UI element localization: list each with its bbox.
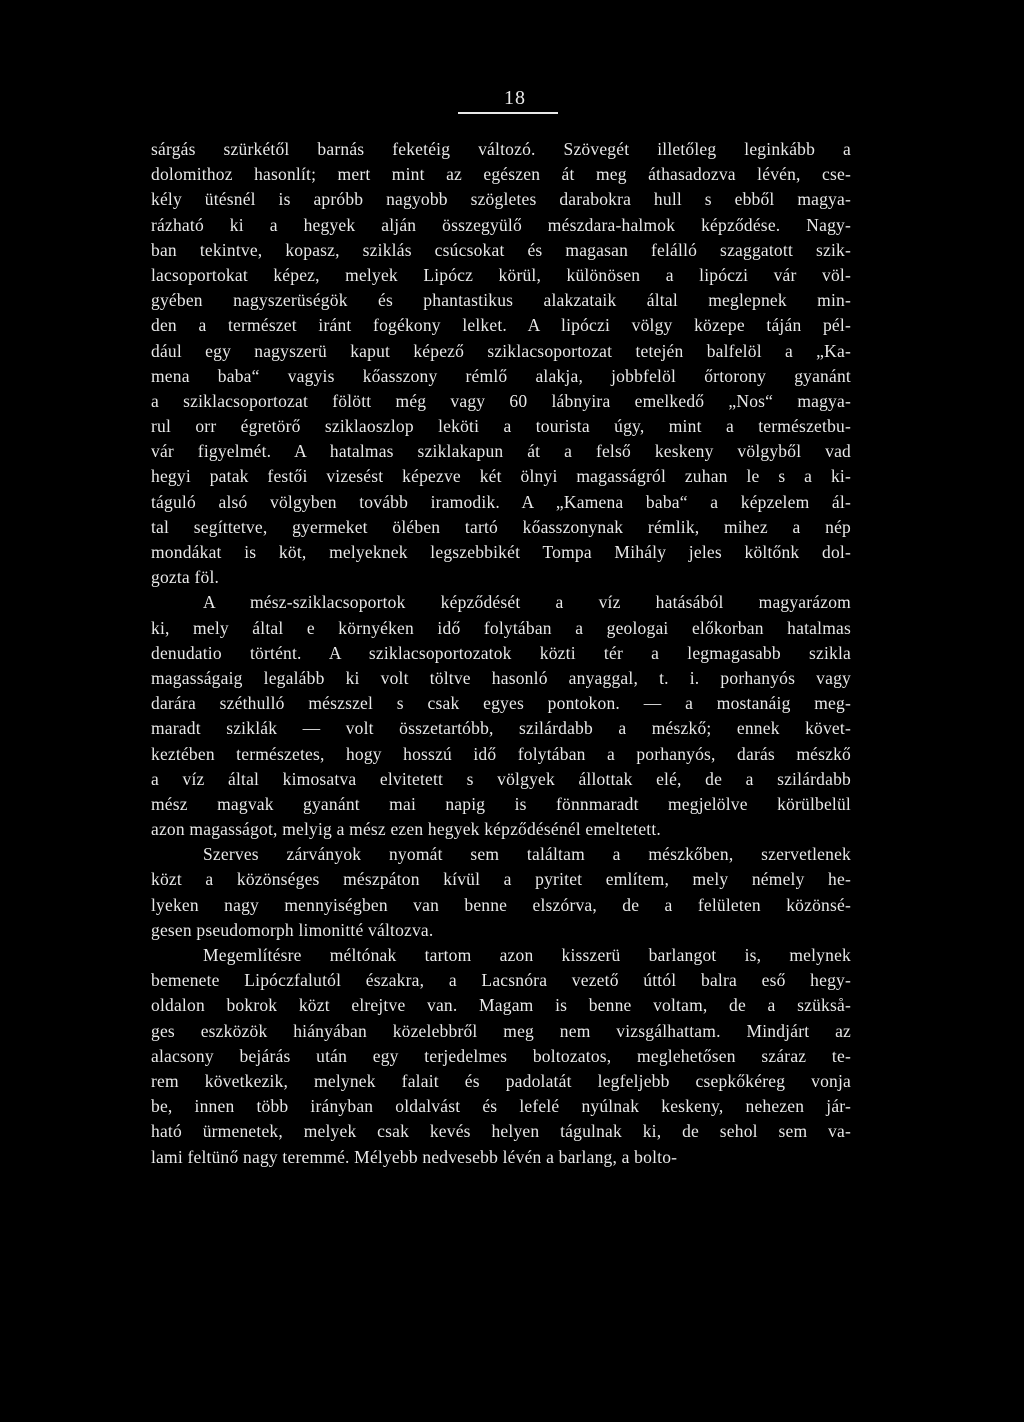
text-line: magasságaig legalább ki volt töltve hasonló anyaggal, t. i. porhanyós vagy: [151, 667, 851, 688]
text-line: rázható ki a hegyek alján összegyülő mészdara-halmok képződése. Nagy-: [151, 214, 851, 235]
text-line: rem következik, melynek falait és padolatát legfeljebb csepkőkéreg vonja: [151, 1070, 851, 1091]
text-line: rul orr égretörő sziklaoszlop leköti a tourista úgy, mint a természetbu-: [151, 416, 851, 437]
text-line: lyeken nagy mennyiségben van benne elszórva, de a felületen közönsé-: [151, 894, 851, 915]
text-line: gyében nagyszerüségök és phantastikus alakzataik által meglepnek min-: [151, 290, 851, 311]
text-line: gesen pseudomorph limonitté változva.: [151, 919, 434, 940]
text-line: a víz által kimosatva elvitetett s völgyek állottak elé, de a szilárdabb: [151, 768, 851, 789]
text-line: alacsony bejárás után egy terjedelmes boltozatos, meglehetősen száraz te-: [151, 1045, 851, 1066]
paragraph: [151, 842, 851, 943]
page-number-rule: [458, 112, 558, 114]
text-line: mena baba“ vagyis kőasszony rémlő alakja, jobbfelöl őrtorony gyanánt: [151, 365, 851, 386]
text-line: ható ürmenetek, melyek csak kevés helyen tágulnak ki, de sehol sem va-: [151, 1121, 851, 1142]
page-number: 18: [504, 87, 526, 109]
text-line: Szerves zárványok nyomát sem találtam a mészkőben, szervetlenek: [203, 844, 851, 865]
text-line: hegyi patak festői vizesést képezve két ölnyi magasságról zuhan le s a ki-: [151, 466, 851, 487]
text-line: ki, mely által e környéken idő folytában a geologai előkorban hatalmas: [151, 617, 851, 638]
text-line: Megemlítésre méltónak tartom azon kisszerü barlangot is, melynek: [203, 945, 851, 965]
text-line: maradt sziklák — volt összetartóbb, szilárdabb a mészkő; ennek követ-: [151, 718, 851, 739]
text-line: kély ütésnél is apróbb nagyobb szögletes darabokra hull s ebből magya-: [151, 189, 851, 210]
text-line: mondákat is köt, melyeknek legszebbikét Tompa Mihály jeles költőnk dol-: [151, 542, 851, 562]
text-line: lacsoportokat képez, melyek Lipócz körül, különösen a lipóczi vár völ-: [151, 264, 851, 285]
paragraph: [151, 590, 851, 842]
body-text: [151, 137, 851, 1170]
text-line: közt a közönséges mészpáton kívül a pyritet említem, mely némely he-: [151, 869, 851, 890]
text-line: keztében természetes, hogy hosszú idő folytában a porhanyós, darás mészkő: [151, 743, 851, 764]
text-line: lami feltünő nagy teremmé. Mélyebb nedvesebb lévén a barlang, a bolto-: [151, 1146, 678, 1167]
text-line: be, innen több irányban oldalvást és lefelé nyúlnak keskeny, nehezen jár-: [151, 1096, 851, 1117]
text-line: tal segíttetve, gyermeket ölében tartó kőasszonynak rémlik, mihez a nép: [151, 516, 851, 537]
text-line: denudatio történt. A sziklacsoportozatok közti tér a legmagasabb szikla: [151, 642, 851, 663]
text-line: dául egy nagyszerü kaput képező sziklacsoportozat tetején balfelöl a „Ka-: [151, 340, 851, 361]
paragraph: [151, 137, 851, 590]
text-line: A mész-sziklacsoportok képződését a víz hatásából magyarázom: [203, 592, 851, 613]
text-line: gozta föl.: [151, 567, 220, 588]
text-line: a sziklacsoportozat fölött még vagy 60 lábnyira emelkedő „Nos“ magya-: [151, 390, 851, 411]
text-line: mész magvak gyanánt mai napig is fönnmaradt megjelölve körülbelül: [151, 793, 851, 814]
text-line: azon magasságot, melyig a mész ezen hegyek képződésénél emeltetett.: [151, 819, 661, 840]
text-line: sárgás szürkétől barnás feketéig változó. Szövegét illetőleg leginkább a: [151, 139, 851, 159]
paragraph: [151, 943, 851, 1170]
text-line: vár figyelmét. A hatalmas sziklakapun át a felső keskeny völgyből vad: [151, 441, 851, 462]
text-line: ges eszközök hiányában közelebbről meg nem vizsgálhattam. Mindjárt az: [151, 1020, 851, 1041]
text-line: dolomithoz hasonlít; mert mint az egészen át meg áthasadozva lévén, cse-: [151, 164, 851, 185]
text-line: den a természet iránt fogékony lelket. A lipóczi völgy közepe táján pél-: [151, 315, 851, 336]
text-line: táguló alsó völgyben tovább iramodik. A „Kamena baba“ a képzelem ál-: [151, 491, 851, 512]
text-line: ban tekintve, kopasz, sziklás csúcsokat és magasan felálló szaggatott szik-: [151, 239, 851, 260]
text-line: bemenete Lipóczfalutól északra, a Lacsnóra vezető úttól balra eső hegy-: [151, 970, 851, 991]
text-line: darára széthulló mészszel s csak egyes pontokon. — a mostanáig meg-: [151, 693, 851, 714]
text-line: oldalon bokrok közt elrejtve van. Magam is benne voltam, de a szükså-: [151, 995, 851, 1016]
